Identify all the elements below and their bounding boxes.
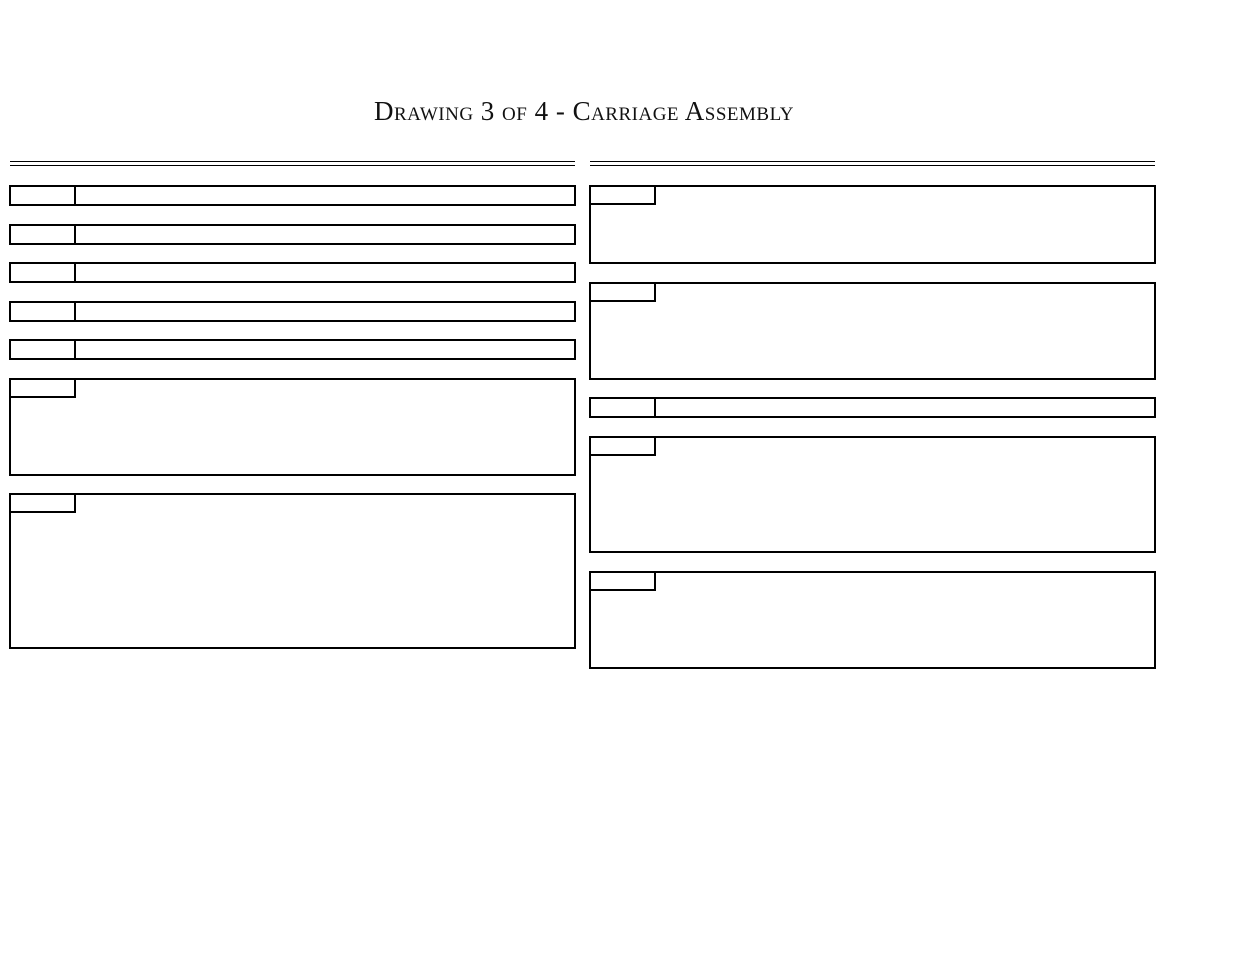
right-block-field-3[interactable] [589, 436, 1156, 553]
field-label [11, 495, 76, 513]
page-title: Drawing 3 of 4 - Carriage Assembly [373, 96, 795, 126]
right-line-field-1[interactable] [589, 397, 1156, 418]
right-block-field-1[interactable] [589, 185, 1156, 264]
right-header-rule [590, 161, 1155, 166]
field-label [591, 284, 656, 302]
field-label [11, 187, 76, 204]
left-line-field-5[interactable] [9, 339, 576, 360]
left-line-field-2[interactable] [9, 224, 576, 245]
left-block-field-1[interactable] [9, 378, 576, 476]
right-block-field-2[interactable] [589, 282, 1156, 380]
field-label [591, 187, 656, 205]
field-label [11, 226, 76, 243]
field-label [591, 438, 656, 456]
field-label [11, 341, 76, 358]
field-label [591, 573, 656, 591]
field-label [11, 380, 76, 398]
field-label [11, 264, 76, 281]
right-block-field-4[interactable] [589, 571, 1156, 669]
left-header-rule [10, 161, 575, 166]
left-block-field-2[interactable] [9, 493, 576, 649]
left-line-field-4[interactable] [9, 301, 576, 322]
left-line-field-1[interactable] [9, 185, 576, 206]
left-line-field-3[interactable] [9, 262, 576, 283]
field-label [11, 303, 76, 320]
field-label [591, 399, 656, 416]
